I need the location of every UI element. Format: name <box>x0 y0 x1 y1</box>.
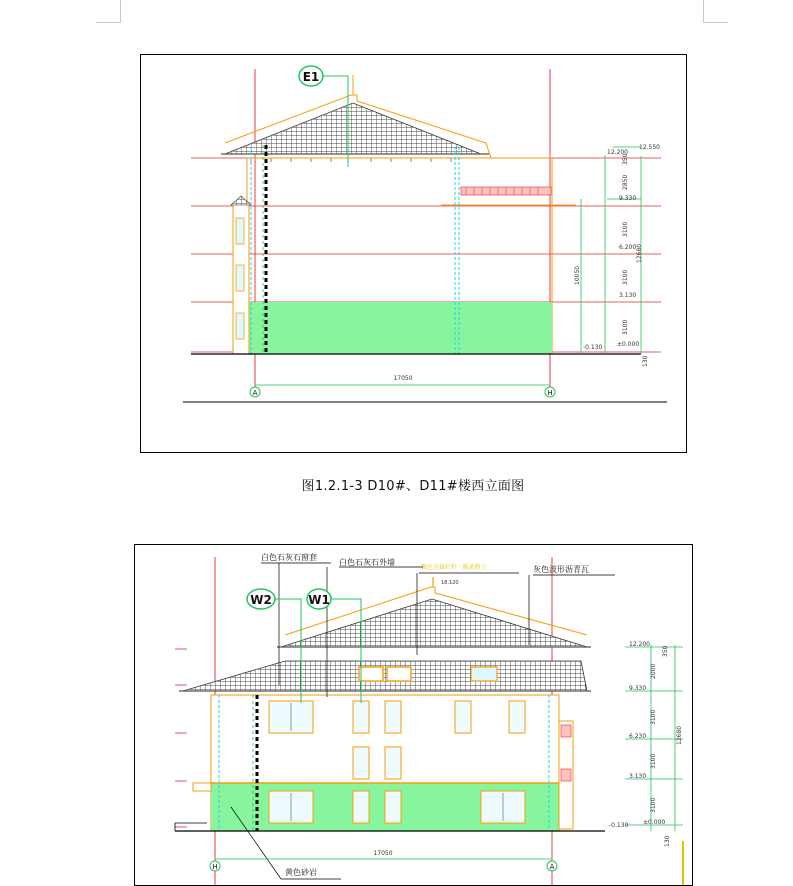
segment-label: 3100 <box>622 269 629 285</box>
segment-label: 130 <box>664 835 671 847</box>
level-label: ±0.000 <box>643 819 666 826</box>
segment-label: 3100 <box>622 221 629 237</box>
level-label: -0.130 <box>609 822 629 829</box>
elevation-drawing-2 <box>134 544 693 886</box>
level-label: 9.330 <box>619 195 637 202</box>
lower-roof-tiles <box>183 661 587 691</box>
level-label: -0.130 <box>583 344 603 351</box>
tag-e1-label: E1 <box>302 70 320 84</box>
level-label: 6.230 <box>629 733 647 740</box>
segment-label: 2850 <box>622 174 629 190</box>
figure-caption: 图1.2.1-3 D10#、D11#楼西立面图 <box>301 479 525 494</box>
axis-label: H <box>212 863 218 871</box>
callout-label: 白色石灰石外墙 <box>339 558 395 567</box>
level-label: 9.330 <box>629 685 647 692</box>
window <box>385 747 401 779</box>
callout-label: 灰色波形沥青瓦 <box>533 565 589 574</box>
ridge-level-label: 18.120 <box>441 580 459 586</box>
segment-label: 350 <box>622 153 629 165</box>
level-label: ±0.000 <box>617 341 640 348</box>
window <box>353 701 369 733</box>
page-corner-mark <box>703 0 728 23</box>
segment-label: 3100 <box>622 319 629 335</box>
level-label: 6.200 <box>619 244 637 251</box>
tag-w1-label: W1 <box>308 593 330 607</box>
width-dimension: 17050 <box>373 850 393 857</box>
level-label: 3.130 <box>619 292 637 299</box>
tag-w2-label: W2 <box>250 593 272 607</box>
callout-label: 褐色金属栏杆 · 暖黄格子 <box>421 564 487 571</box>
window <box>509 701 525 733</box>
total-label: 10050 <box>574 265 581 285</box>
window <box>353 791 369 823</box>
window <box>353 747 369 779</box>
axis-label: A <box>252 389 258 397</box>
callout-label: 白色石灰石窗套 <box>261 553 317 562</box>
segment-label: 3100 <box>650 709 657 725</box>
segment-label: 130 <box>642 355 649 367</box>
width-dimension: 17050 <box>393 375 413 382</box>
window <box>385 791 401 823</box>
segment-label: 350 <box>662 645 669 657</box>
callout-label: 黄色砂岩 <box>285 868 317 877</box>
ground-floor-fill <box>247 302 552 354</box>
total-label: 12680 <box>676 725 683 745</box>
level-label: 12.200 <box>629 641 650 648</box>
level-label: 12.200 <box>607 149 628 156</box>
window <box>385 701 401 733</box>
segment-label: 2000 <box>650 663 657 679</box>
west-elevation-drawing <box>140 54 687 453</box>
level-label: 3.130 <box>629 773 647 780</box>
axis-label: A <box>549 863 555 871</box>
level-label: 12.550 <box>639 144 660 151</box>
segment-label: 3100 <box>650 753 657 769</box>
page-corner-mark <box>96 0 121 23</box>
total-label: 12680 <box>636 243 643 263</box>
axis-label: H <box>547 389 553 397</box>
segment-label: 3100 <box>650 797 657 813</box>
window <box>455 701 471 733</box>
